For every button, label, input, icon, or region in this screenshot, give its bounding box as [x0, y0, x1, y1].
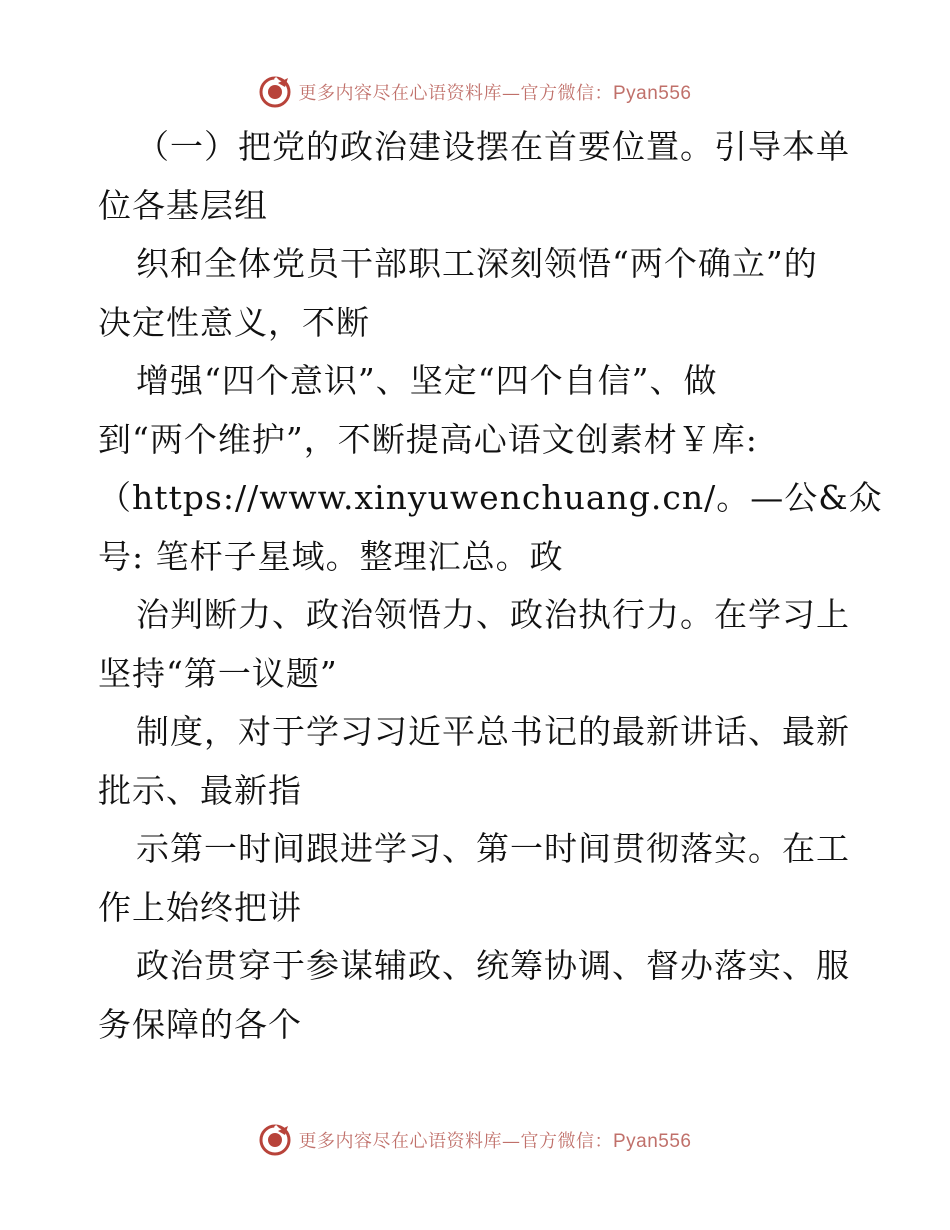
text-line: 决定性意义，不断 [98, 302, 370, 342]
text-line: 位各基层组 [98, 185, 268, 225]
text-line: 务保障的各个 [98, 1004, 302, 1044]
watermark-id: Pyan556 [612, 83, 692, 104]
text-line: 织和全体党员干部职工深刻领悟“两个确立”的 [136, 244, 818, 283]
text-line: 制度，对于学习习近平总书记的最新讲话、最新 [136, 712, 850, 751]
logo-icon [258, 1123, 292, 1157]
text-line: 治判断力、政治领悟力、政治执行力。在学习上 [136, 595, 850, 634]
text-line: 到“两个维护”，不断提高心语文创素材￥库: [98, 419, 758, 459]
text-line: 坚持“第一议题” [98, 653, 338, 693]
text-line: （https://www.xinyuwenchuang.cn/。—公&众 [98, 478, 883, 517]
text-line: 政治贯穿于参谋辅政、统筹协调、督办落实、服 [136, 946, 850, 985]
watermark-text: 更多内容尽在心语资料库—官方微信：Pyan556 [298, 1131, 692, 1152]
text-line: 作上始终把讲 [98, 887, 302, 927]
text-line: 增强“四个意识”、坚定“四个自信”、做 [136, 361, 718, 400]
text-line: 号: 笔杆子星域。整理汇总。政 [98, 536, 564, 576]
document-body [98, 118, 883, 1054]
footer-watermark [0, 1120, 950, 1160]
text-line: （一）把党的政治建设摆在首要位置。引导本单 [136, 127, 850, 166]
text-line: 示第一时间跟进学习、第一时间贯彻落实。在工 [136, 829, 850, 868]
watermark-id: Pyan556 [612, 1131, 692, 1152]
logo-icon [258, 75, 292, 109]
header-watermark [0, 72, 950, 112]
watermark-text: 更多内容尽在心语资料库—官方微信：Pyan556 [298, 83, 692, 104]
text-line: 批示、最新指 [98, 770, 302, 810]
